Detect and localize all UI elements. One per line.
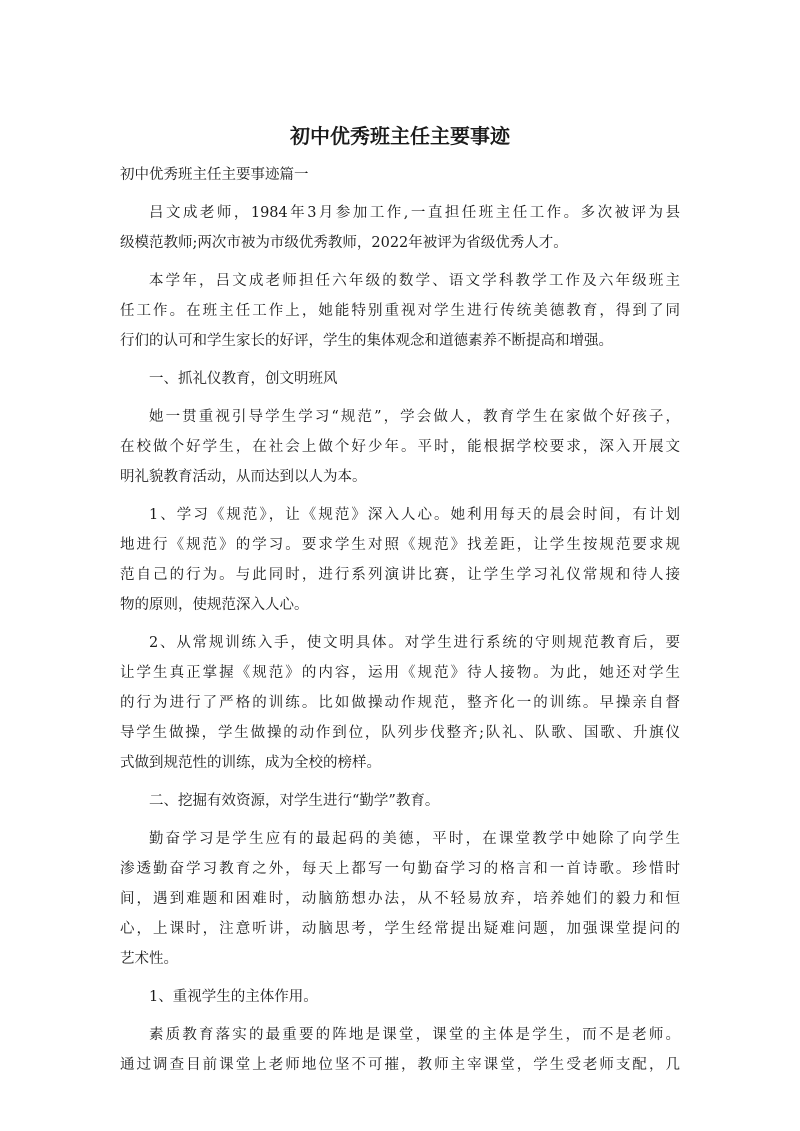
text-line: 勤奋学习是学生应有的最起码的美德，平时，在课堂教学中她除了向学生 xyxy=(149,831,680,847)
text-line: 渗透勤奋学习教育之外，每天上都写一句勤奋学习的格言和一首诗歌。珍惜时 xyxy=(120,861,680,877)
text-line: 艺术性。 xyxy=(120,951,178,967)
text-line: 本学年，吕文成老师担任六年级的数学、语文学科教学工作及六年级班主 xyxy=(149,273,680,289)
text-line: 吕文成老师，1984年3月参加工作,一直担任班主任工作。多次被评为县 xyxy=(149,205,680,221)
text-line: 间，遇到难题和困难时，动脑筋想办法，从不轻易放弃，培养她们的毅力和恒 xyxy=(120,891,680,907)
text-line: 她一贯重视引导学生学习“规范”，学会做人，教育学生在家做个好孩子， xyxy=(149,409,680,425)
text-line: 明礼貌教育活动，从而达到以人为本。 xyxy=(120,469,367,485)
text-line: 在校做个好学生，在社会上做个好少年。平时，能根据学校要求，深入开展文 xyxy=(120,439,680,455)
text-line: 地进行《规范》的学习。要求学生对照《规范》找差距，让学生按规范要求规 xyxy=(120,537,680,553)
paragraph-gap xyxy=(120,190,680,198)
paragraph-gap xyxy=(120,620,680,628)
text-line: 心，上课时，注意听讲，动脑思考，学生经常提出疑难问题，加强课堂提问的 xyxy=(120,921,680,937)
text-line: 1、学习《规范》，让《规范》深入人心。她利用每天的晨会时间，有计划 xyxy=(149,507,680,523)
text-line: 任工作。在班主任工作上，她能特别重视对学生进行传统美德教育，得到了同 xyxy=(120,303,680,319)
paragraph-gap xyxy=(120,356,680,364)
text-line: 初中优秀班主任主要事迹篇一 xyxy=(120,167,309,183)
text-line: 导学生做操，学生做操的动作到位，队列步伐整齐;队礼、队歌、国歌、升旗仪 xyxy=(120,725,680,741)
text-line: 物的原则，使规范深入人心。 xyxy=(120,597,309,613)
paragraph-gap xyxy=(120,492,680,500)
text-line: 行们的认可和学生家长的好评，学生的集体观念和道德素养不断提高和增强。 xyxy=(120,333,613,349)
text-line: 范自己的行为。与此同时，进行系列演讲比赛，让学生学习礼仪常规和待人接 xyxy=(120,567,680,583)
text-line: 一、抓礼仪教育，创文明班风 xyxy=(149,371,338,387)
paragraph-gap xyxy=(120,258,680,266)
paragraph-gap xyxy=(120,778,680,786)
paragraph-gap xyxy=(120,974,680,982)
text-line: 2、从常规训练入手，使文明具体。对学生进行系统的守则规范教育后，要 xyxy=(149,635,680,651)
text-line: 让学生真正掌握《规范》的内容，运用《规范》待人接物。为此，她还对学生 xyxy=(120,665,680,681)
text-line: 的行为进行了严格的训练。比如做操动作规范，整齐化一的训练。早操亲自督 xyxy=(120,695,680,711)
paragraph-gap xyxy=(120,1012,680,1020)
document-page xyxy=(120,0,680,1131)
text-line: 式做到规范性的训练，成为全校的榜样。 xyxy=(120,755,381,771)
text-line: 级模范教师;两次市被为市级优秀教师，2022年被评为省级优秀人才。 xyxy=(120,235,568,251)
paragraph-gap xyxy=(120,816,680,824)
document-body xyxy=(120,160,680,1080)
text-line: 1、重视学生的主体作用。 xyxy=(149,989,318,1005)
paragraph-gap xyxy=(120,394,680,402)
document-title: 初中优秀班主任主要事迹 xyxy=(290,124,510,148)
text-line: 通过调查目前课堂上老师地位坚不可摧，教师主宰课堂，学生受老师支配，几 xyxy=(120,1057,680,1073)
text-line: 二、挖掘有效资源，对学生进行“勤学”教育。 xyxy=(149,793,440,809)
text-line: 素质教育落实的最重要的阵地是课堂，课堂的主体是学生，而不是老师。 xyxy=(149,1027,680,1043)
